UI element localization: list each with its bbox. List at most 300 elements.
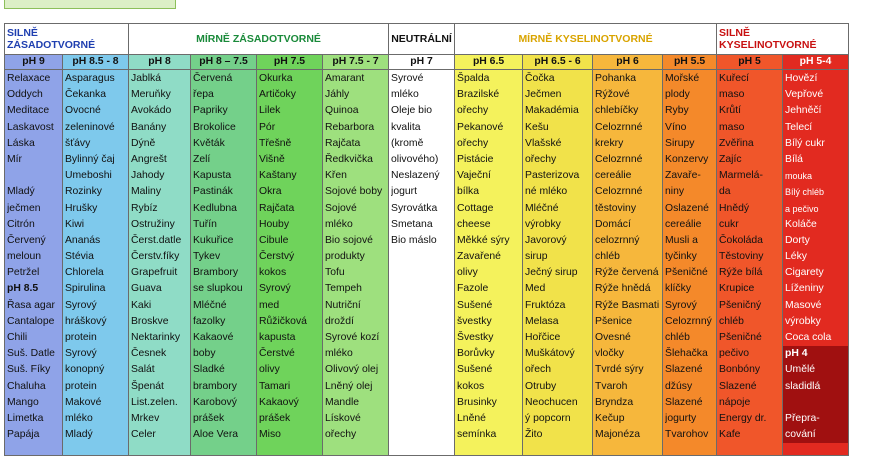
food-item: Kaštany	[259, 170, 297, 182]
food-item	[391, 427, 452, 443]
food-item: Čerstv.fíky	[131, 251, 180, 263]
food-item: Chlorela	[65, 267, 104, 279]
food-item: tyčinky	[665, 251, 697, 263]
food-item: Zavařené	[457, 251, 501, 263]
food-item	[391, 249, 452, 265]
food-item: Syrový	[259, 283, 291, 295]
food-item: Smetana	[391, 218, 433, 230]
food-item: Špalda	[457, 73, 490, 84]
food-item: Melasa	[525, 315, 559, 327]
food-item: Nutriční	[325, 299, 361, 311]
food-item: Makadémia	[525, 105, 579, 117]
food-item: ý popcorn	[525, 412, 571, 424]
food-item: chléb	[665, 332, 690, 343]
food-item: Čerstvý	[259, 251, 295, 263]
food-item: Celozrnné	[595, 121, 643, 133]
food-item: džúsy	[665, 380, 693, 392]
food-item: Čerst.datle	[131, 234, 182, 246]
food-item: Líženiny	[785, 283, 824, 295]
food-item	[391, 395, 452, 411]
food-item: kokos	[259, 267, 287, 279]
food-item: mléko	[325, 218, 353, 230]
food-item: Pšenice	[595, 315, 632, 327]
food-item: Vlašské	[525, 137, 562, 149]
food-item: Mandle	[325, 396, 360, 408]
food-item: Muškátový	[525, 348, 575, 360]
food-item: Kakaové	[193, 332, 234, 343]
food-item: Konzervy	[665, 153, 709, 165]
food-item: Jehněčí	[785, 105, 822, 117]
food-column-6	[389, 70, 455, 456]
food-item: produkty	[325, 251, 365, 263]
food-item: Lněný olej	[325, 380, 373, 392]
food-item: Ovesné	[595, 332, 631, 343]
food-item: droždí	[325, 315, 354, 327]
food-item: (kromě	[391, 137, 424, 149]
food-item: se slupkou	[193, 283, 243, 295]
food-item: Tvarohov	[665, 429, 709, 441]
food-item: Angrešt	[131, 153, 167, 165]
food-item: Kiwi	[65, 218, 85, 230]
food-item: Mořské	[665, 73, 700, 84]
food-item: Červená	[193, 73, 233, 84]
food-item: Kečup	[595, 412, 625, 424]
food-item: Salát	[131, 364, 155, 376]
food-item: Zvěřina	[719, 137, 754, 149]
food-item: Banány	[131, 121, 167, 133]
food-item: Cantalope	[7, 315, 55, 327]
food-item: Celozrnný	[665, 315, 712, 327]
food-item: chléb	[595, 251, 620, 263]
group-header-4: SILNĚ KYSELINOTVORNÉ	[717, 24, 849, 55]
food-item: Jahody	[131, 170, 165, 182]
food-item: mouka	[785, 171, 813, 182]
food-item: Rozinky	[65, 186, 102, 198]
food-item: Přepra-	[783, 411, 848, 427]
food-item: pečivo	[719, 348, 750, 360]
food-item	[391, 362, 452, 378]
food-item: ořech	[525, 364, 552, 376]
food-item: List.zelen.	[131, 396, 178, 408]
food-item: Bio sojové	[325, 234, 373, 246]
food-item: Okurka	[259, 73, 293, 84]
food-item: Domácí	[595, 218, 631, 230]
food-item: Grapefruit	[131, 267, 178, 279]
food-item: Láska	[7, 137, 35, 149]
food-item: klíčky	[665, 283, 692, 295]
food-item: olivového)	[391, 153, 439, 165]
food-item: Kapusta	[193, 170, 232, 182]
food-item: Mír	[7, 153, 23, 165]
food-item: Hovězí	[785, 73, 818, 84]
food-item: protein	[65, 380, 97, 392]
group-header-2: NEUTRÁLNÍ	[389, 24, 455, 55]
food-item: Květák	[193, 137, 225, 149]
food-item: Brusinky	[457, 396, 497, 408]
food-item: chlebíčky	[595, 105, 639, 117]
food-item: Tamari	[259, 380, 291, 392]
food-item: Slazené	[719, 380, 757, 392]
food-item	[391, 281, 452, 297]
food-item: Čočka	[525, 73, 555, 84]
food-item: Energy dr.	[719, 412, 767, 424]
food-item: maso	[719, 121, 745, 133]
food-item: Tempeh	[325, 283, 362, 295]
food-item: Čokoláda	[719, 234, 763, 246]
food-item: Ječný sirup	[525, 267, 578, 279]
food-item: Cibule	[259, 234, 289, 246]
food-item: zeleninové	[65, 121, 115, 133]
top-tab-stub	[4, 0, 176, 9]
food-column-3	[191, 70, 257, 456]
food-item: Nektarinky	[131, 332, 181, 343]
food-item: Borůvky	[457, 348, 495, 360]
food-item: Krupice	[719, 283, 755, 295]
food-item: Aloe Vera	[193, 429, 239, 441]
food-item: Tofu	[325, 267, 345, 279]
food-item: těstoviny	[595, 202, 637, 214]
ph-header-1: pH 8.5 - 8	[63, 55, 129, 70]
food-item: Majonéza	[595, 429, 641, 441]
food-item: Pasterizova	[525, 170, 580, 182]
food-body-row	[5, 70, 849, 456]
food-item: Sojové boby	[325, 186, 383, 198]
food-item: Amarant	[325, 73, 365, 84]
food-item	[391, 330, 452, 346]
food-item: Lískové	[325, 412, 361, 424]
food-item: meloun	[7, 251, 42, 263]
food-item: Mléčné	[193, 299, 227, 311]
food-item	[391, 298, 452, 314]
food-item: Brokolice	[193, 121, 236, 133]
food-item: Papája	[7, 429, 40, 441]
food-item: kvalita	[391, 121, 421, 133]
food-item: Pohanka	[595, 73, 637, 84]
food-item: Slazené	[665, 396, 703, 408]
food-item: a pečivo	[785, 203, 819, 214]
food-item: Suš. Datle	[7, 348, 55, 360]
food-item: Koláče	[785, 218, 817, 230]
food-item: Sušené	[457, 299, 493, 311]
food-item	[391, 265, 452, 281]
food-item: Umělé	[783, 362, 848, 378]
food-item: Vaječní	[457, 170, 491, 182]
food-item: Žito	[525, 429, 543, 441]
food-item	[391, 346, 452, 362]
food-item: Čerstvé	[259, 348, 295, 360]
food-item: Řasa agar	[7, 299, 55, 311]
food-item: Léky	[785, 251, 807, 263]
food-item: Tuřín	[193, 218, 217, 230]
food-item: Jáhly	[325, 89, 350, 101]
food-item: mléko	[325, 348, 353, 360]
food-item: protein	[65, 332, 97, 343]
ph-header-0: pH 9	[5, 55, 63, 70]
food-item: Hořčice	[525, 332, 561, 343]
food-item: chléb	[719, 315, 744, 327]
group-header-row	[5, 24, 849, 55]
food-item: vločky	[595, 348, 624, 360]
food-item: Spirulina	[65, 283, 106, 295]
group-header-0: SILNĚ ZÁSADOTVORNÉ	[5, 24, 129, 55]
food-item: plody	[665, 89, 690, 101]
food-item: Zelí	[193, 153, 211, 165]
food-item: cukr	[719, 218, 739, 230]
food-item: Dorty	[785, 234, 810, 246]
food-item: prášek	[259, 412, 291, 424]
food-item: Mladý	[7, 186, 35, 198]
food-item: Olivový olej	[325, 364, 379, 376]
ph-header-7: pH 6.5	[455, 55, 523, 70]
food-item: řepa	[193, 89, 214, 101]
food-item	[783, 395, 848, 411]
food-item: Stévia	[65, 251, 94, 263]
food-item: Syrový	[65, 299, 97, 311]
food-item: ořechy	[457, 137, 489, 149]
food-item: Tykev	[193, 251, 221, 263]
food-item: niny	[665, 186, 685, 198]
food-item: Mango	[7, 396, 39, 408]
food-item: Těstoviny	[719, 251, 764, 263]
food-item: Petržel	[7, 267, 40, 279]
food-item: Rajčata	[325, 137, 361, 149]
food-item: Brazilské	[457, 89, 500, 101]
food-item: Celer	[131, 429, 156, 441]
food-item: sladidlá	[783, 379, 848, 395]
food-item: olivy	[259, 364, 280, 376]
food-item: ořechy	[325, 429, 357, 441]
food-item: prášek	[193, 412, 225, 424]
food-item: Oleje bio	[391, 105, 433, 117]
food-item: brambory	[193, 380, 237, 392]
food-item: kokos	[457, 380, 485, 392]
group-header-1: MÍRNĚ ZÁSADOTVORNÉ	[129, 24, 389, 55]
food-item: olivy	[457, 267, 478, 279]
food-item: Rýže červená	[595, 267, 659, 279]
food-item: Pór	[259, 121, 276, 133]
food-item: Ryby	[665, 105, 689, 117]
food-item: Lilek	[259, 105, 281, 117]
food-item: Guava	[131, 283, 162, 295]
food-item: Křen	[325, 170, 347, 182]
food-item: Bio máslo	[391, 234, 437, 246]
food-item: Asparagus	[65, 73, 115, 84]
food-item: Houby	[259, 218, 290, 230]
food-item: Med	[525, 283, 546, 295]
food-item: Dýně	[131, 137, 156, 149]
ph-header-12: pH 5-4	[783, 55, 849, 70]
food-item: Citrón	[7, 218, 35, 230]
food-column-11	[717, 70, 783, 456]
food-item: boby	[193, 348, 216, 360]
food-item: jogurt	[391, 186, 418, 198]
food-item: mléko	[65, 412, 93, 424]
food-item: ořechy	[457, 105, 489, 117]
food-item: Lněné	[457, 412, 486, 424]
food-item: Syrové kozí	[325, 332, 380, 343]
food-column-0	[5, 70, 63, 456]
food-column-10	[663, 70, 717, 456]
food-column-9	[593, 70, 663, 456]
food-item: Maliny	[131, 186, 162, 198]
food-item: Jablká	[131, 73, 162, 84]
food-item: Sušené	[457, 364, 493, 376]
food-item: šťávy	[65, 137, 91, 149]
food-item: ořechy	[525, 153, 557, 165]
food-item: Artičoky	[259, 89, 296, 101]
food-item: Chili	[7, 332, 28, 343]
ph-header-11: pH 5	[717, 55, 783, 70]
food-item: Rýže bílá	[719, 267, 763, 279]
ph-header-10: pH 5.5	[663, 55, 717, 70]
food-item: Mladý	[65, 429, 93, 441]
ph-header-8: pH 6.5 - 6	[523, 55, 593, 70]
food-item: Karobový	[193, 396, 237, 408]
food-column-5	[323, 70, 389, 456]
food-item: Bílý cukr	[785, 137, 825, 149]
food-item: Ovocné	[65, 105, 101, 117]
food-item: Meruňky	[131, 89, 171, 101]
food-item: pH 8.5	[7, 283, 39, 295]
food-item: Marmelá-	[719, 170, 763, 182]
food-item: Ředkvička	[325, 153, 373, 165]
food-item: hráškový	[65, 315, 107, 327]
food-item: Meditace	[7, 105, 50, 117]
food-item: Zavaře-	[665, 170, 701, 182]
ph-header-5: pH 7.5 - 7	[323, 55, 389, 70]
food-item: Makové	[65, 396, 102, 408]
food-item: Tvaroh	[595, 380, 628, 392]
food-column-7	[455, 70, 523, 456]
food-item: mléko	[391, 89, 419, 101]
food-item: Měkké sýry	[457, 234, 510, 246]
food-item: Kaki	[131, 299, 152, 311]
food-item: Papriky	[193, 105, 228, 117]
food-item: Relaxace	[7, 73, 51, 84]
food-item: Coca cola	[785, 332, 832, 343]
ph-header-3: pH 8 – 7.5	[191, 55, 257, 70]
food-item: Kuřecí	[719, 73, 750, 84]
food-item: Fruktóza	[525, 299, 566, 311]
food-item: Suš. Fíky	[7, 364, 51, 376]
food-item: Víno	[665, 121, 687, 133]
food-item: Celozrnné	[595, 186, 643, 198]
food-item: Švestky	[457, 332, 494, 343]
food-item: Hrušky	[65, 202, 98, 214]
food-item: švestky	[457, 315, 492, 327]
ph-header-6: pH 7	[389, 55, 455, 70]
food-item: Sirupy	[665, 137, 695, 149]
food-item: Hnědý	[719, 202, 750, 214]
food-item: Pistácie	[457, 153, 494, 165]
food-item: né mléko	[525, 186, 568, 198]
food-item: Česnek	[131, 348, 167, 360]
food-item: fazolky	[193, 315, 226, 327]
food-item: Avokádo	[131, 105, 172, 117]
food-item: Broskve	[131, 315, 169, 327]
food-item: Červený	[7, 234, 46, 246]
food-item: Kakaový	[259, 396, 299, 408]
food-item: výrobky	[785, 315, 821, 327]
food-column-1	[63, 70, 129, 456]
food-item: jogurty	[665, 412, 697, 424]
food-item: Rýžové	[595, 89, 630, 101]
food-item: Špenát	[131, 380, 164, 392]
food-item: krekry	[595, 137, 624, 149]
food-item: Růžičková	[259, 315, 307, 327]
food-item: Rýže hnědá	[595, 283, 651, 295]
food-item: Cigarety	[785, 267, 824, 279]
food-item: Limetka	[7, 412, 44, 424]
food-item: med	[259, 299, 280, 311]
food-item: Ostružiny	[131, 218, 175, 230]
ph-header-2: pH 8	[129, 55, 191, 70]
food-item: Telecí	[785, 121, 813, 133]
food-item: Rebarbora	[325, 121, 375, 133]
food-item: cování	[783, 427, 848, 443]
food-item	[7, 168, 60, 184]
food-item: konopný	[65, 364, 105, 376]
food-item: Musli a	[665, 234, 698, 246]
food-item: Okra	[259, 186, 282, 198]
food-item: Syrový	[665, 299, 697, 311]
food-item: Syrový	[65, 348, 97, 360]
food-item: Cottage	[457, 202, 494, 214]
food-item: Laskavost	[7, 121, 54, 133]
food-item: Slazené	[665, 364, 703, 376]
food-item: Bílá	[785, 153, 803, 165]
food-item: Čekanka	[65, 89, 107, 101]
food-item: Bílý chléb	[785, 187, 825, 198]
food-item: Masové	[785, 299, 822, 311]
food-item: Bryndza	[595, 396, 634, 408]
food-item	[391, 314, 452, 330]
ph-food-table	[4, 23, 849, 456]
food-item: Otruby	[525, 380, 557, 392]
food-item: Pekanové	[457, 121, 504, 133]
food-item: Fazole	[457, 283, 489, 295]
food-item: Pšeničné	[665, 267, 708, 279]
food-item: Třešně	[259, 137, 292, 149]
food-item: Oslazené	[665, 202, 709, 214]
food-item: Neochucen	[525, 396, 578, 408]
food-item: Šlehačka	[665, 348, 708, 360]
food-item: Kedlubna	[193, 202, 237, 214]
food-item: da	[719, 186, 731, 198]
food-item: sirup	[525, 251, 548, 263]
food-item: Neslazený	[391, 170, 440, 182]
food-item: Krůtí	[719, 105, 741, 117]
food-item: semínka	[457, 429, 497, 441]
food-item: Rajčata	[259, 202, 295, 214]
food-item: Zajíc	[719, 153, 742, 165]
food-column-12	[783, 70, 849, 456]
food-item: cereálie	[665, 218, 702, 230]
food-item: Javorový	[525, 234, 567, 246]
food-column-8	[523, 70, 593, 456]
food-item: Miso	[259, 429, 281, 441]
food-item: Višně	[259, 153, 285, 165]
food-item: Bylinný čaj	[65, 153, 115, 165]
food-item: cheese	[457, 218, 491, 230]
food-column-2	[129, 70, 191, 456]
food-item: pH 4	[783, 346, 848, 362]
food-item: Syrové	[391, 73, 424, 84]
group-header-3: MÍRNĚ KYSELINOTVORNÉ	[455, 24, 717, 55]
food-item: Kešu	[525, 121, 549, 133]
food-item: Kafe	[719, 429, 741, 441]
food-item: Tvrdé sýry	[595, 364, 644, 376]
